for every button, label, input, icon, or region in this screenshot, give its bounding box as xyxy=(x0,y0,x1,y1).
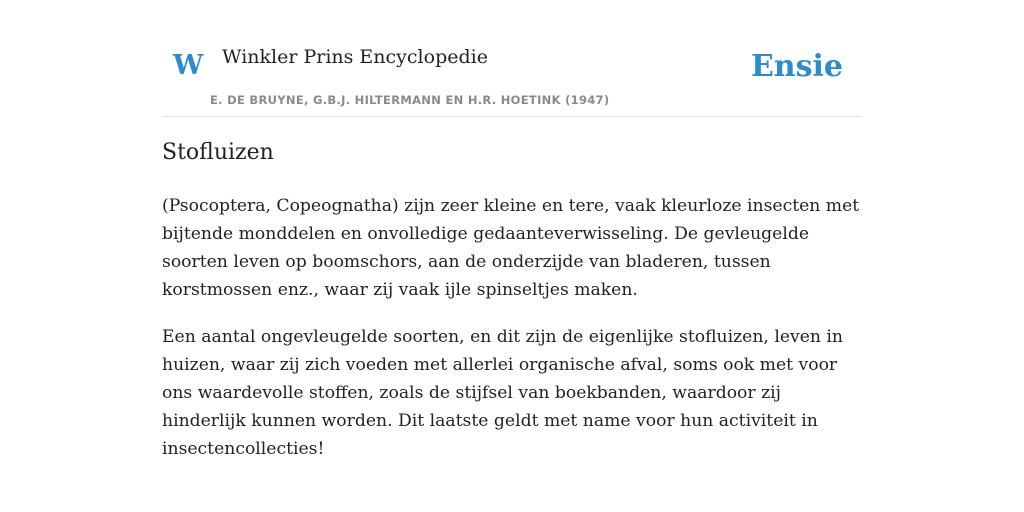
article-title: Stofluizen xyxy=(162,140,274,165)
winkler-prins-logo[interactable]: W xyxy=(173,50,204,81)
article xyxy=(162,138,862,482)
article-paragraph: (Psocoptera, Copeognatha) zijn zeer kleine en tere, vaak kleurloze insecten met bijtende monddelen en onvolledige gedaanteverwisseling. De gevleugelde soorten leven op boomschors, aan de onderzijde van bladeren, tussen korstmossen enz., waar zij vaak ijle spinseltjes maken. xyxy=(162,195,860,300)
encyclopedia-authors: E. DE BRUYNE, G.B.J. HILTERMANN EN H.R. HOETINK (1947) xyxy=(210,93,610,107)
article-paragraph: Een aantal ongevleugelde soorten, en dit zijn de eigenlijke stofluizen, leven in huizen, waar zij zich voeden met allerlei organische afval, soms ook met voor ons waardevolle stoffen, zoals de stijfsel van boekbanden, waardoor zij hinderlijk kunnen worden. Dit laatste geldt met name voor hun activiteit in insectencollecties! xyxy=(162,326,843,459)
encyclopedia-title[interactable]: Winkler Prins Encyclopedie xyxy=(222,46,488,68)
ensie-logo-link[interactable]: Ensie xyxy=(750,49,843,84)
encyclopedia-header xyxy=(162,36,862,117)
